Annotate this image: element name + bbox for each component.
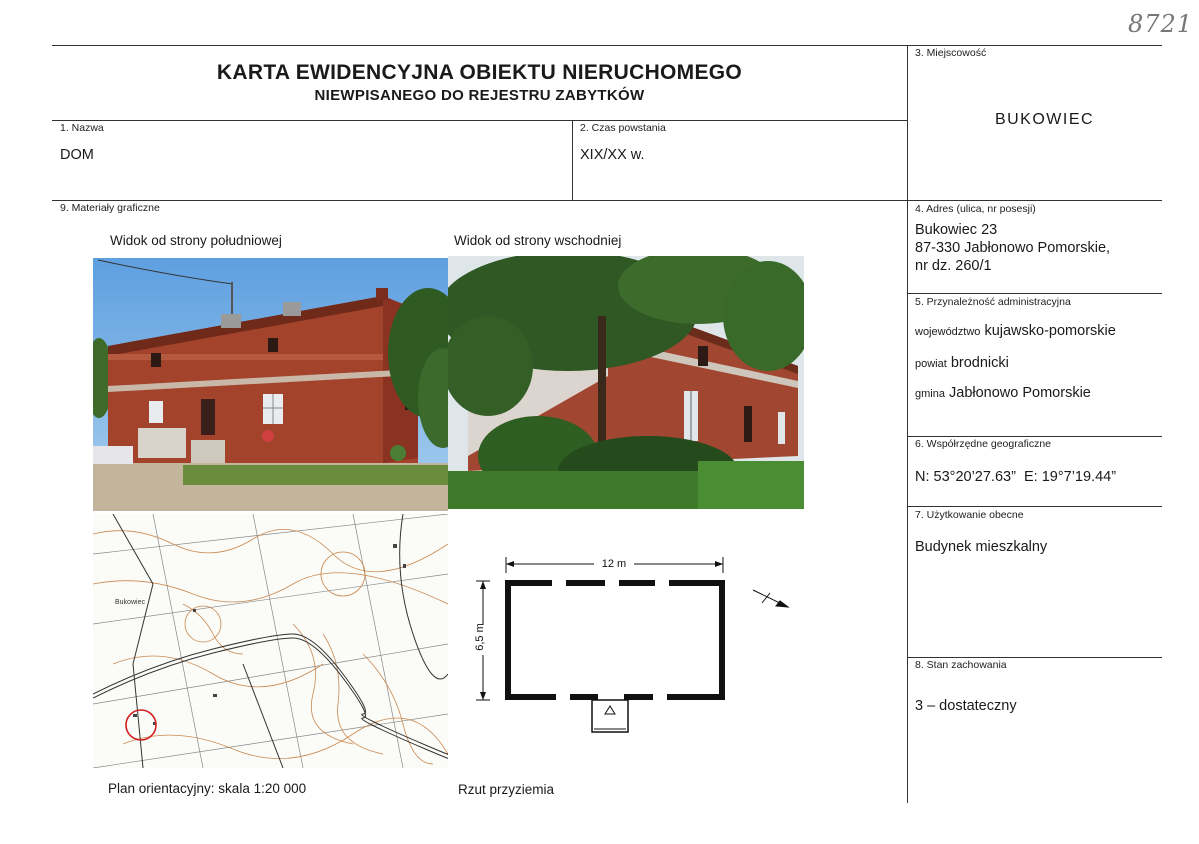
field-date-label: 2. Czas powstania (580, 122, 666, 134)
field-usage-value: Budynek mieszkalny (915, 539, 1048, 555)
map-place-label: Bukowiec (115, 599, 145, 606)
field-usage-label: 7. Użytkowanie obecne (915, 509, 1024, 521)
field-name-value: DOM (60, 147, 94, 163)
voivodeship-prefix: województwo (915, 326, 981, 338)
photo-east-view (448, 256, 804, 509)
field-graphics-label: 9. Materiały graficzne (60, 202, 160, 214)
field-admin-voivodeship (915, 323, 1116, 339)
document-subtitle: NIEWPISANEGO DO REJESTRU ZABYTKÓW (314, 87, 645, 104)
handwritten-number: 8721 (1128, 10, 1194, 38)
plan-depth-label: 6,5 m (474, 623, 486, 651)
document-title: KARTA EWIDENCYJNA OBIEKTU NIERUCHOMEGO (216, 61, 743, 84)
field-admin-label: 5. Przynależność administracyjna (915, 296, 1071, 308)
location-marker-icon (126, 710, 156, 740)
right-column-divider (907, 45, 908, 803)
field-condition-label: 8. Stan zachowania (915, 659, 1007, 671)
field-address-label: 4. Adres (ulica, nr posesji) (915, 203, 1036, 215)
coords-bottom-border (907, 506, 1162, 507)
field-coords-label: 6. Współrzędne geograficzne (915, 438, 1051, 450)
photo-south-view (93, 258, 448, 511)
name-time-divider (572, 120, 573, 200)
orientation-map (93, 514, 448, 768)
caption-floor-plan: Rzut przyziemia (458, 782, 555, 797)
usage-bottom-border (907, 657, 1162, 658)
county-value: brodnicki (950, 355, 1009, 371)
field-admin-commune (915, 385, 1091, 401)
field-locality-value: BUKOWIEC (994, 111, 1095, 128)
field-coords-value: N: 53°20’27.63” E: 19°7’19.44” (915, 469, 1117, 485)
floor-plan (470, 545, 800, 745)
voivodeship-value: kujawsko-pomorskie (984, 323, 1116, 339)
field-address-line2: 87-330 Jabłonowo Pomorskie, (915, 240, 1111, 256)
north-arrow-icon (753, 590, 788, 607)
caption-east-view: Widok od strony wschodniej (454, 233, 622, 248)
commune-value: Jabłonowo Pomorskie (949, 385, 1091, 401)
caption-map: Plan orientacyjny: skala 1:20 000 (108, 781, 307, 796)
field-name-label: 1. Nazwa (60, 122, 104, 134)
title-bottom-border (52, 120, 907, 121)
county-prefix: powiat (915, 358, 947, 370)
top-border (52, 45, 1162, 46)
field-address-line1: Bukowiec 23 (915, 222, 998, 238)
plan-width-label: 12 m (601, 558, 627, 570)
address-bottom-border (907, 293, 1162, 294)
field-admin-county (915, 355, 1009, 371)
field-address-line3: nr dz. 260/1 (915, 258, 992, 274)
row1-bottom-border (52, 200, 1162, 201)
caption-south-view: Widok od strony południowej (110, 233, 282, 248)
commune-prefix: gmina (915, 388, 945, 400)
field-locality-label: 3. Miejscowość (915, 47, 987, 59)
field-date-value: XIX/XX w. (580, 147, 645, 163)
admin-bottom-border (907, 436, 1162, 437)
field-condition-value: 3 – dostateczny (915, 698, 1017, 714)
